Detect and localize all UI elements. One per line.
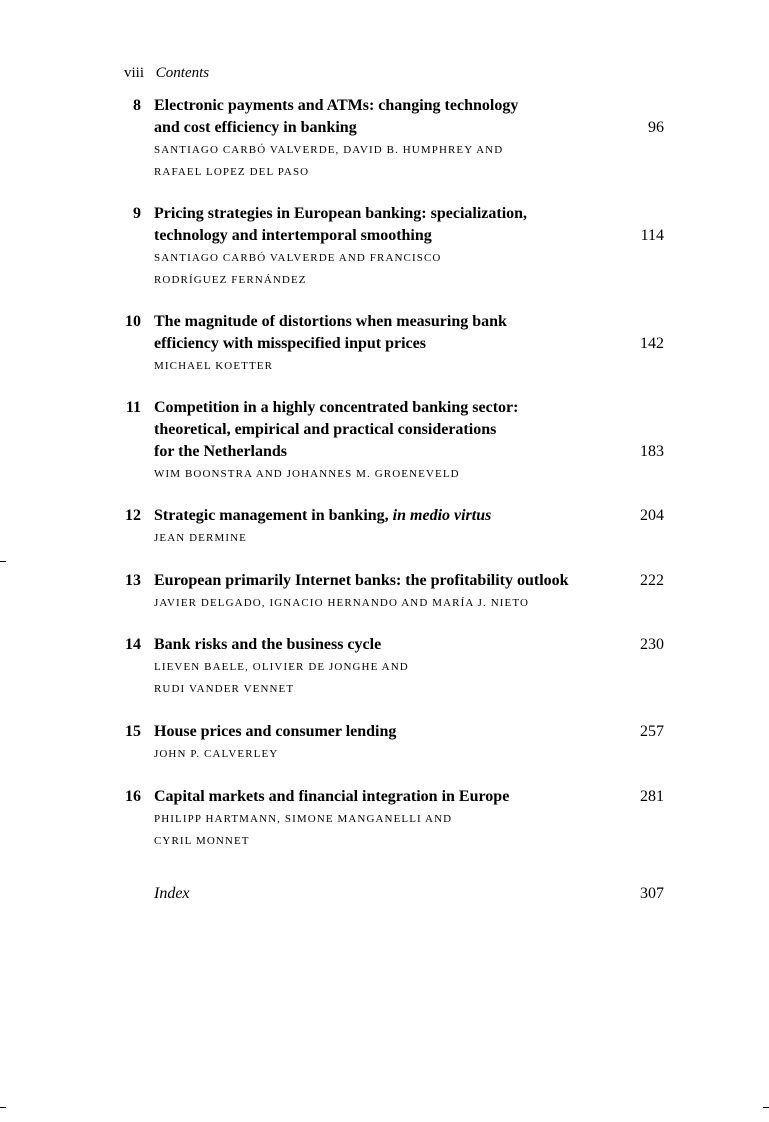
chapter-number: 11: [125, 399, 141, 416]
crop-mark: [763, 1107, 769, 1108]
title-line: Competition in a highly concentrated banking sector:: [154, 399, 519, 416]
page-number: 183: [640, 443, 664, 460]
author-line: WIM BOONSTRA AND JOHANNES M. GROENEVELD: [154, 468, 460, 480]
chapter-number: 8: [133, 97, 141, 114]
chapter-authors: [154, 656, 594, 700]
chapter-authors: [154, 355, 594, 377]
page-number: 204: [640, 507, 664, 524]
toc-entry-10[interactable]: [0, 311, 769, 377]
chapter-authors: [154, 808, 594, 852]
page-numeral: viii: [124, 65, 145, 81]
chapter-authors: [154, 247, 594, 291]
title-line: Electronic payments and ATMs: changing technology: [154, 97, 519, 114]
title-line: theoretical, empirical and practical considerations: [154, 421, 497, 438]
running-head: [124, 63, 209, 83]
chapter-number: 15: [125, 723, 141, 740]
crop-mark: [0, 1107, 6, 1108]
page-number: 230: [640, 636, 664, 653]
title-line: efficiency with misspecified input prices: [154, 335, 426, 352]
chapter-title: [154, 311, 604, 355]
chapter-authors: [154, 527, 594, 549]
chapter-title: [154, 397, 604, 463]
title-line: House prices and consumer lending: [154, 723, 397, 740]
chapter-number: 16: [125, 788, 141, 805]
chapter-title: [154, 634, 604, 656]
author-line: RUDI VANDER VENNET: [154, 683, 295, 695]
author-line: JOHN P. CALVERLEY: [154, 748, 279, 760]
title-line: European primarily Internet banks: the profitability outlook: [154, 572, 569, 589]
author-line: CYRIL MONNET: [154, 835, 250, 847]
author-line: PHILIPP HARTMANN, SIMONE MANGANELLI AND: [154, 813, 453, 825]
chapter-number: 9: [133, 205, 141, 222]
page-number: 96: [648, 119, 664, 136]
author-line: SANTIAGO CARBÓ VALVERDE AND FRANCISCO: [154, 252, 442, 264]
toc-entry-12[interactable]: [0, 505, 769, 549]
title-line: technology and intertemporal smoothing: [154, 227, 432, 244]
title-line: The magnitude of distortions when measuring bank: [154, 313, 507, 330]
title-line: for the Netherlands: [154, 443, 288, 460]
index-page-number: 307: [640, 885, 664, 902]
chapter-number: 13: [125, 572, 141, 589]
page-number: 281: [640, 788, 664, 805]
section-title: Contents: [155, 65, 210, 81]
title-line: Pricing strategies in European banking: specialization,: [154, 205, 528, 222]
chapter-authors: [154, 592, 594, 614]
title-italic-text: in medio virtus: [392, 507, 492, 524]
chapter-title: [154, 721, 604, 743]
page-number: 142: [640, 335, 664, 352]
toc-entry-13[interactable]: [0, 570, 769, 614]
toc-entry-11[interactable]: [0, 397, 769, 485]
title-line: and cost efficiency in banking: [154, 119, 357, 136]
toc-entry-8[interactable]: [0, 95, 769, 183]
author-line: JEAN DERMINE: [154, 532, 247, 544]
author-line: RODRÍGUEZ FERNÁNDEZ: [154, 274, 307, 286]
chapter-authors: [154, 743, 594, 765]
chapter-title: [154, 505, 604, 527]
index-label: Index: [154, 885, 190, 902]
chapter-authors: [154, 463, 594, 485]
chapter-number: 12: [125, 507, 141, 524]
author-line: LIEVEN BAELE, OLIVIER DE JONGHE AND: [154, 661, 409, 673]
toc-entry-15[interactable]: [0, 721, 769, 765]
page-number: 222: [640, 572, 664, 589]
author-line: JAVIER DELGADO, IGNACIO HERNANDO AND MARÍA J. NIETO: [154, 597, 529, 609]
chapter-number: 14: [125, 636, 141, 653]
title-line: Bank risks and the business cycle: [154, 636, 382, 653]
chapter-authors: [154, 139, 594, 183]
title-line: Capital markets and financial integration in Europe: [154, 788, 510, 805]
crop-mark: [0, 561, 6, 562]
chapter-title: [154, 95, 604, 139]
chapter-number: 10: [125, 313, 141, 330]
author-line: SANTIAGO CARBÓ VALVERDE, DAVID B. HUMPHREY AND: [154, 144, 504, 156]
toc-entry-9[interactable]: [0, 203, 769, 291]
chapter-title: [154, 203, 604, 247]
page-number: 257: [640, 723, 664, 740]
page-number: 114: [640, 227, 664, 244]
title-text: Strategic management in banking,: [154, 507, 393, 524]
toc-entry-16[interactable]: [0, 786, 769, 852]
toc-entry-14[interactable]: [0, 634, 769, 700]
chapter-title: [154, 786, 604, 808]
chapter-title: [154, 570, 624, 592]
author-line: MICHAEL KOETTER: [154, 360, 274, 372]
author-line: RAFAEL LOPEZ DEL PASO: [154, 166, 310, 178]
